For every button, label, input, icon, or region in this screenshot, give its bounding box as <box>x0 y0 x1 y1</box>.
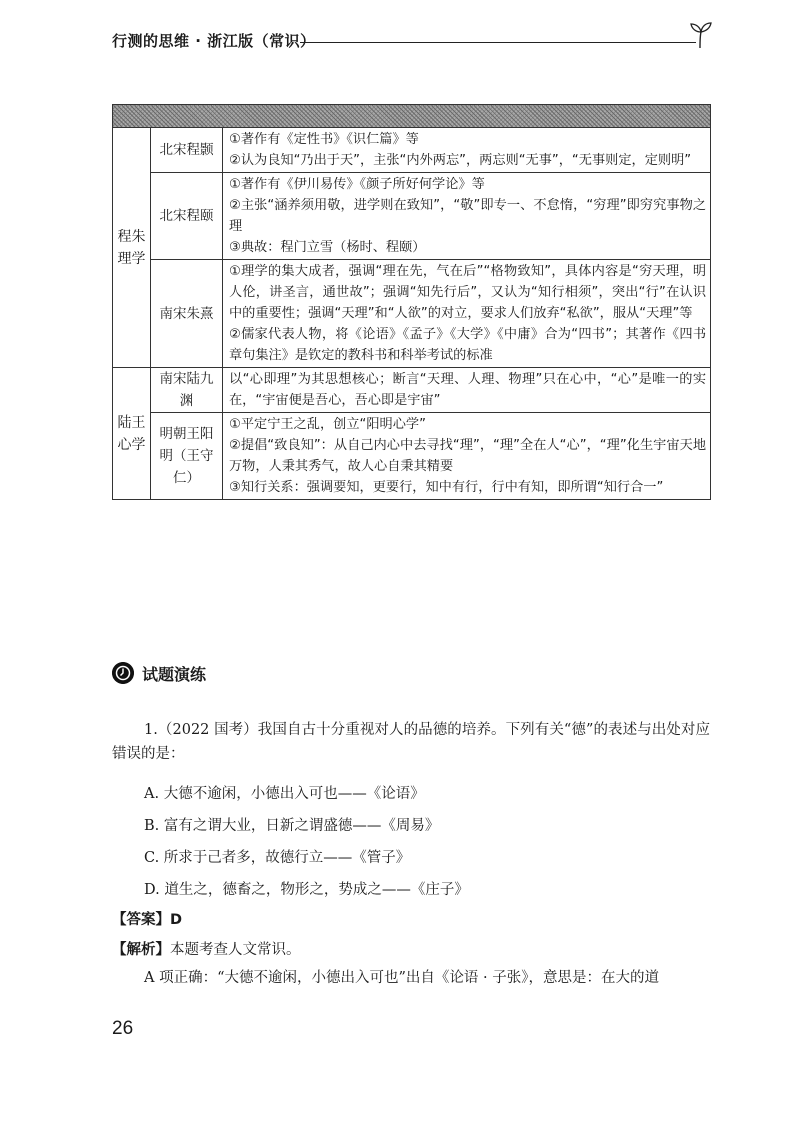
analysis-line-2: A 项正确：“大德不逾闲，小德出入可也”出自《论语 · 子张》，意思是：在大的道 <box>144 970 659 986</box>
neo-confucianism-table <box>112 104 711 500</box>
table-header-cell <box>113 105 711 128</box>
analysis-line-1 <box>112 938 301 959</box>
section-title: 试题演练 <box>142 665 207 684</box>
answer-value: D <box>170 912 183 928</box>
analysis-value: 本题考查人文常识。 <box>170 942 301 958</box>
content-cell <box>223 128 711 173</box>
school-cell: 陆王心学 <box>113 368 151 500</box>
table-row <box>113 128 711 173</box>
content-line: ②儒家代表人物，将《论语》《孟子》《大学》《中庸》合为“四书”；其著作《四书章句集注》是钦定的教科书和科举考试的标准 <box>229 327 707 363</box>
content-line: ①著作有《定性书》《识仁篇》等 <box>229 132 419 147</box>
table-row <box>113 260 711 368</box>
option-a: A. 大德不逾闲，小德出入可也——《论语》 <box>144 786 425 802</box>
content-cell <box>223 413 711 500</box>
running-header <box>112 26 712 56</box>
content-line: ②提倡“致良知”：从自己内心中去寻找“理”，“理”全在人“心”，“理”化生宇宙天地万物，人秉其秀气，故人心自秉其精要 <box>229 438 707 474</box>
person-cell: 北宋程颢 <box>151 128 223 173</box>
sprout-icon <box>686 20 716 50</box>
person-cell: 南宋朱熹 <box>151 260 223 368</box>
table-row <box>113 173 711 260</box>
content-line: ①理学的集大成者，强调“理在先，气在后”“格物致知”，具体内容是“穷天理，明人伦，讲圣言，通世故”；强调“知先行后”，又认为“知行相须”，突出“行”在认识中的重要性；强调“天理”和“人欲”的对立，要求人们放弃“私欲”，服从“天理”等 <box>229 264 707 321</box>
page-number: 26 <box>112 1018 134 1039</box>
content-cell <box>223 260 711 368</box>
content-line: 以“心即理”为其思想核心；断言“天理、人理、物理”只在心中，“心”是唯一的实在，“宇宙便是吾心，吾心即是宇宙” <box>229 372 707 408</box>
content-line: ③知行关系：强调要知，更要行，知中有行，行中有知，即所谓“知行合一” <box>229 480 664 495</box>
answer-label: 【答案】 <box>112 912 170 928</box>
answer-line <box>112 908 182 929</box>
table-row <box>113 413 711 500</box>
content-line: ②认为良知“乃出于天”，主张“内外两忘”，两忘则“无事”，“无事则定，定则明” <box>229 153 692 168</box>
person-cell: 南宋陆九渊 <box>151 368 223 413</box>
clock-icon <box>112 662 134 684</box>
option-b: B. 富有之谓大业，日新之谓盛德——《周易》 <box>144 818 440 834</box>
content-line: ①平定宁王之乱，创立“阳明心学” <box>229 417 426 432</box>
person-cell: 明朝王阳明（王守仁） <box>151 413 223 500</box>
question-stem: 1.（2022 国考）我国自古十分重视对人的品德的培养。下列有关“德”的表述与出处对应错误的是： <box>112 722 710 762</box>
header-rule <box>300 42 696 43</box>
header-title: 行测的思维 · 浙江版（常识） <box>112 32 316 50</box>
analysis-label: 【解析】 <box>112 942 170 958</box>
table-header-row <box>113 105 711 128</box>
content-cell <box>223 368 711 413</box>
content-cell <box>223 173 711 260</box>
table-row <box>113 368 711 413</box>
content-line: ①著作有《伊川易传》《颜子所好何学论》等 <box>229 177 485 192</box>
school-cell: 程朱理学 <box>113 128 151 368</box>
option-d: D. 道生之，德畜之，物形之，势成之——《庄子》 <box>144 882 469 898</box>
content-line: ②主张“涵养须用敬，进学则在致知”，“敬”即专一、不怠惰，“穷理”即穷究事物之理 <box>229 198 707 234</box>
option-c: C. 所求于己者多，故德行立——《管子》 <box>144 850 411 866</box>
content-line: ③典故：程门立雪（杨时、程颐） <box>229 240 426 255</box>
person-cell: 北宋程颐 <box>151 173 223 260</box>
